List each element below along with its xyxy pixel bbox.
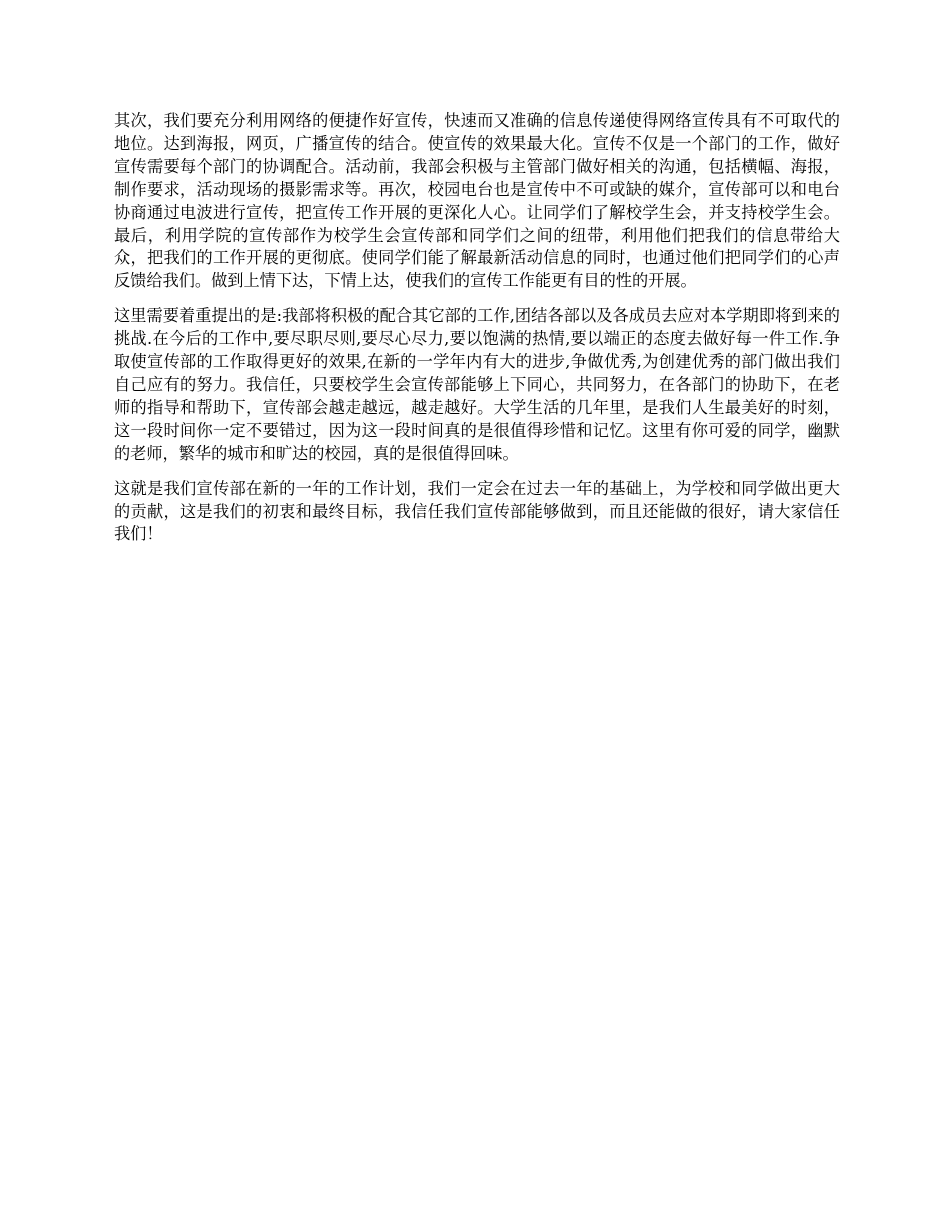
document-body (114, 110, 840, 558)
paragraph-cooperation-goals: 这里需要着重提出的是:我部将积极的配合其它部的工作,团结各部以及各成员去应对本学期即将到来的挑战.在今后的工作中,要尽职尽则,要尽心尽力,要以饱满的热情,要以端正的态度去做好每一件工作.争取使宣传部的工作取得更好的效果,在新的一学年内有大的进步,争做优秀,为创建优秀的部门做出我们自己应有的努力。我信任，只要校学生会宣传部能够上下同心，共同努力，在各部门的协助下，在老师的指导和帮助下，宣传部会越走越远，越走越好。大学生活的几年里，是我们人生最美好的时刻，这一段时间你一定不要错过，因为这一段时间真的是很值得珍惜和记忆。这里有你可爱的同学，幽默的老师，繁华的城市和旷达的校园，真的是很值得回味。 (114, 306, 840, 463)
paragraph-conclusion: 这就是我们宣传部在新的一年的工作计划，我们一定会在过去一年的基础上，为学校和同学做出更大的贡献，这是我们的初衷和最终目标，我信任我们宣传部能够做到，而且还能做的很好，请大家信任我们！ (114, 478, 840, 544)
paragraph-promotion-methods: 其次，我们要充分利用网络的便捷作好宣传，快速而又准确的信息传递使得网络宣传具有不可取代的地位。达到海报，网页，广播宣传的结合。使宣传的效果最大化。宣传不仅是一个部门的工作，做好宣传需要每个部门的协调配合。活动前，我部会积极与主管部门做好相关的沟通，包括横幅、海报，制作要求，活动现场的摄影需求等。再次，校园电台也是宣传中不可或缺的媒介，宣传部可以和电台协商通过电波进行宣传，把宣传工作开展的更深化人心。让同学们了解校学生会，并支持校学生会。最后，利用学院的宣传部作为校学生会宣传部和同学们之间的纽带，利用他们把我们的信息带给大众，把我们的工作开展的更彻底。使同学们能了解最新活动信息的同时，也通过他们把同学们的心声反馈给我们。做到上情下达，下情上达，使我们的宣传工作能更有目的性的开展。 (114, 111, 840, 291)
